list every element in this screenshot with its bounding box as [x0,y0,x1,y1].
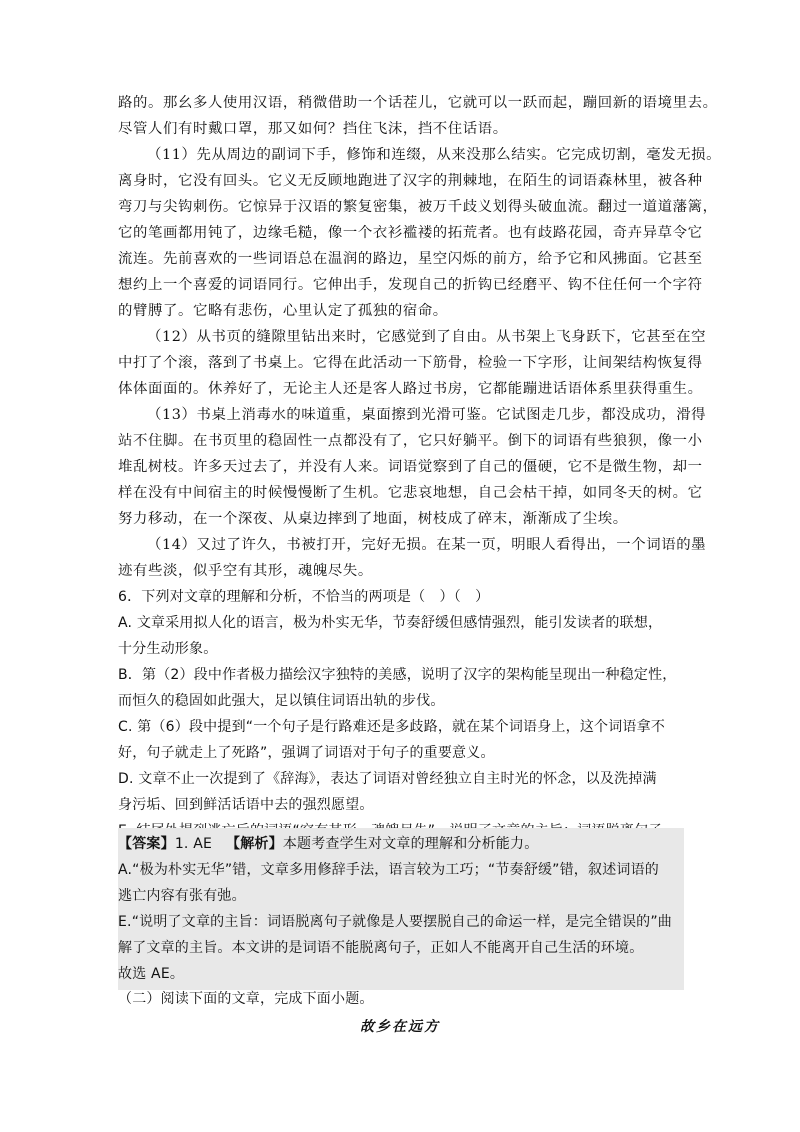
question-stem: 6．下列对文章的理解和分析，不恰当的两项是（ ）（ ） [118,589,490,605]
option-a-line: A. 文章采用拟人化的语言，极为朴实无华，节奏舒缓但感情强烈，能引发读者的联想， [118,615,663,631]
text-line: 尽管人们有时戴口罩，那又如何？挡住飞沫，挡不住话语。 [118,121,508,137]
analysis-line: 故选 AE。 [118,966,185,982]
analysis-line: A.“极为朴实无华”错，文章多用修辞手法，语言较为工巧；“节奏舒缓”错，叙述词语的 [118,862,659,878]
option-c-line: C. 第（6）段中提到“一个句子是行路难还是多歧路，就在某个词语身上，这个词语拿不 [118,719,666,735]
answer-label: 【答案】 [118,836,175,852]
answer-value: 1. AE [174,836,213,852]
text-line: 体体面面的。休养好了，无论主人还是客人路过书房，它都能蹦进话语体系里获得重生。 [118,381,703,397]
text-line: 弯刀与尖钩刺伤。它惊异于汉语的繁复密集，被万千歧义划得头破血流。翻过一道道藩篱， [118,199,718,215]
text-line: 的臂膊了。它略有悲伤，心里认定了孤独的宿命。 [118,303,448,319]
text-line: 路的。那幺多人使用汉语，稍微借助一个话茬儿，它就可以一跃而起，蹦回新的语境里去。 [118,95,718,111]
option-a-line: 十分生动形象。 [118,641,218,657]
analysis-intro: 本题考查学生对文章的理解和分析能力。 [282,836,539,852]
paragraph-12 [118,324,707,402]
analysis-label: 【解析】 [226,836,283,852]
section-intro [118,986,684,1012]
answer-box [118,828,684,990]
paragraph-13 [118,402,707,532]
text-line: 迹有些淡，似乎空有其形，魂魄尽失。 [118,563,373,579]
text-line: 样在没有中间宿主的时候慢慢断了生机。它悲哀地想，自己会枯干掉，如同冬天的树。它 [118,485,703,501]
text-line: （12）从书页的缝隙里钻出来时，它感觉到了自由。从书架上飞身跃下，它甚至在空 [147,329,707,345]
text-line: 努力移动，在一个深夜、从桌边摔到了地面，树枝成了碎末，渐渐成了尘埃。 [118,511,628,527]
answer-header [118,831,684,857]
option-b-line: B．第（2）段中作者极力描绘汉字独特的美感，说明了汉字的架构能呈现出一种稳定性， [118,667,677,683]
option-d-line: D. 文章不止一次提到了《辞海》，表达了词语对曾经独立自主时光的怀念，以及洗掉满 [118,771,657,787]
option-c-line: 好，句子就走上了死路”，强调了词语对于句子的重要意义。 [118,745,495,761]
text-line: （13）书桌上消毒水的味道重，桌面擦到光滑可鉴。它试图走几步，都没成功，滑得 [147,407,707,423]
option-b-line: 而恒久的稳固如此强大，足以镇住词语出轨的步伐。 [118,693,445,709]
section-intro-text: （二）阅读下面的文章，完成下面小题。 [118,991,374,1007]
story-lead [118,90,718,142]
analysis-line: 逃亡内容有张有弛。 [118,888,246,904]
text-line: 流连。先前喜欢的一些词语总在温润的路边，星空闪烁的前方，给予它和风拂面。它甚至 [118,251,703,267]
text-line: 想约上一个喜爱的词语同行。它伸出手，发现自己的折钩已经磨平、钩不住任何一个字符 [118,277,703,293]
text-line: （14）又过了许久，书被打开，完好无损。在某一页，明眼人看得出，一个词语的墨 [147,537,707,553]
text-line: 站不住脚。在书页里的稳固性一点都没有了，它只好躺平。倒下的词语有些狼狈，像一小 [118,433,703,449]
analysis-line: E.“说明了文章的主旨：词语脱离句子就像是人要摆脱自己的命运一样，是完全错误的”曲 [118,914,672,930]
paragraph-11 [118,142,722,324]
option-d-line: 身污垢、回到鲜活话语中去的强烈愿望。 [118,797,374,813]
text-line: 离身时，它没有回头。它义无反顾地跑进了汉字的荆棘地，在陌生的词语森林里，被各种 [118,173,703,189]
analysis-line: 解了文章的主旨。本文讲的是词语不能脱离句子，正如人不能离开自己生活的环境。 [118,940,644,956]
text-line: （11）先从周边的副词下手，修饰和连缀，从来没那么结实。它完成切割，毫发无损。 [147,147,722,163]
text-line: 堆乱树枝。许多天过去了，并没有人来。词语觉察到了自己的僵硬，它不是微生物，却一 [118,459,703,475]
text-line: 它的笔画都用钝了，边缘毛糙，像一个衣衫褴褛的拓荒者。也有歧路花园，奇卉异草令它 [118,225,703,241]
text-line: 中打了个滚，落到了书桌上。它得在此活动一下筋骨，检验一下字形，让间架结构恢复得 [118,355,703,371]
paragraph-14 [118,532,707,584]
article-title: 故乡在远方 [360,1019,440,1035]
